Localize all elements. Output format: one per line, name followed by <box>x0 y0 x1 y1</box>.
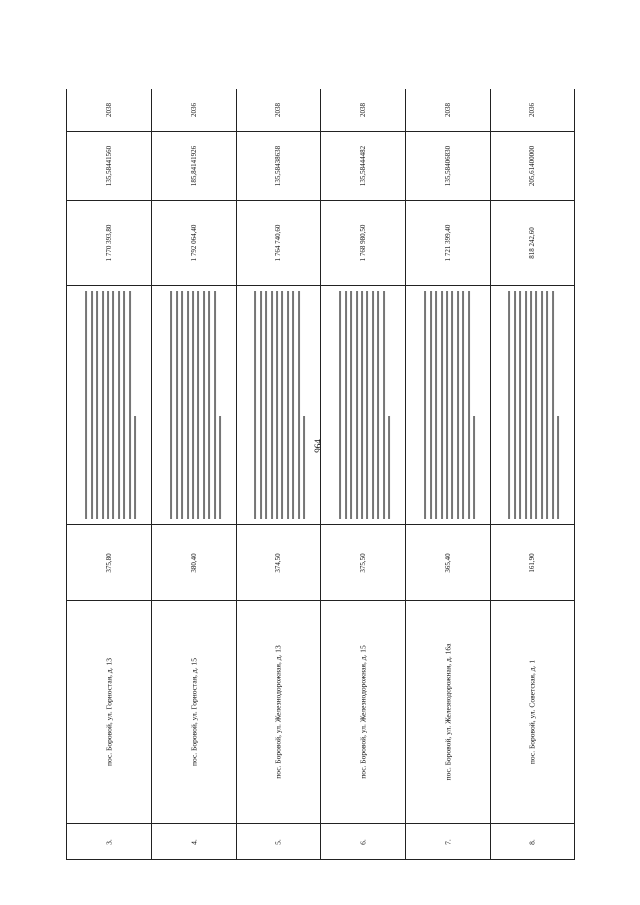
year-cell <box>491 89 574 132</box>
work-description-cell <box>491 286 574 525</box>
address-cell <box>67 601 151 824</box>
unreadable-text-line <box>525 291 527 519</box>
row-number: 4. <box>189 839 199 845</box>
work-description-cell <box>406 286 490 525</box>
unreadable-text-line <box>213 291 215 519</box>
rate-cell <box>406 132 490 201</box>
work-description <box>252 291 306 519</box>
rate-cell <box>491 132 574 201</box>
unreadable-text-line <box>388 416 390 519</box>
row-number-cell <box>237 824 321 860</box>
unreadable-text-line <box>96 291 98 519</box>
table-row <box>490 89 575 860</box>
rate: 205,61400000 <box>528 145 537 187</box>
year-cell <box>67 89 151 132</box>
table-row <box>66 89 151 860</box>
area: 374,50 <box>274 552 283 573</box>
address-cell <box>237 601 321 824</box>
year-cell <box>406 89 490 132</box>
year-cell <box>321 89 405 132</box>
area: 365,40 <box>444 552 453 573</box>
area: 380,40 <box>189 552 198 573</box>
unreadable-text-line <box>536 291 538 519</box>
rate: 135,58441560 <box>104 145 113 187</box>
unreadable-text-line <box>361 291 363 519</box>
row-number: 5. <box>273 839 283 845</box>
rate: 185,84141926 <box>189 145 198 187</box>
year: 2038 <box>104 103 113 117</box>
unreadable-text-line <box>367 291 369 519</box>
unreadable-text-line <box>170 291 172 519</box>
address: пос. Боровой, ул. Горностая, д. 13 <box>104 658 114 766</box>
work-description-cell <box>152 286 236 525</box>
unreadable-text-line <box>102 291 104 519</box>
unreadable-text-line <box>255 291 257 519</box>
row-number: 6. <box>358 839 368 845</box>
unreadable-text-line <box>298 291 300 519</box>
work-description <box>82 291 136 519</box>
cost-cell <box>67 201 151 286</box>
year: 2038 <box>359 103 368 117</box>
row-number-cell <box>491 824 574 860</box>
unreadable-text-line <box>557 416 559 519</box>
unreadable-text-line <box>345 291 347 519</box>
unreadable-text-line <box>530 291 532 519</box>
cost: 1 770 393,80 <box>104 224 113 262</box>
unreadable-text-line <box>520 291 522 519</box>
work-description <box>336 291 390 519</box>
table-row <box>320 89 405 860</box>
unreadable-text-line <box>85 291 87 519</box>
unreadable-text-line <box>107 291 109 519</box>
year: 2038 <box>444 103 453 117</box>
area-cell <box>321 525 405 601</box>
work-description-cell <box>67 286 151 525</box>
unreadable-text-line <box>123 291 125 519</box>
row-number: 8. <box>527 839 537 845</box>
rate: 135,58444482 <box>359 145 368 187</box>
unreadable-text-line <box>377 291 379 519</box>
area: 375,80 <box>104 552 113 573</box>
unreadable-text-line <box>446 291 448 519</box>
row-number-cell <box>152 824 236 860</box>
rate-cell <box>152 132 236 201</box>
cost: 1 768 980,50 <box>359 224 368 262</box>
address: пос. Боровой, ул. Горностая, д. 15 <box>189 658 199 766</box>
area: 375,50 <box>359 552 368 573</box>
work-description-cell <box>321 286 405 525</box>
year: 2038 <box>274 103 283 117</box>
unreadable-text-line <box>547 291 549 519</box>
unreadable-text-line <box>473 416 475 519</box>
unreadable-text-line <box>383 291 385 519</box>
unreadable-text-line <box>134 416 136 519</box>
data-table <box>66 89 575 860</box>
address-cell <box>152 601 236 824</box>
unreadable-text-line <box>91 291 93 519</box>
unreadable-text-line <box>176 291 178 519</box>
unreadable-text-line <box>468 291 470 519</box>
unreadable-text-line <box>208 291 210 519</box>
row-number: 3. <box>104 839 114 845</box>
unreadable-text-line <box>293 291 295 519</box>
table-row <box>151 89 236 860</box>
row-number-cell <box>321 824 405 860</box>
work-description-cell <box>237 286 321 525</box>
rate-cell <box>321 132 405 201</box>
unreadable-text-line <box>276 291 278 519</box>
work-description <box>505 291 559 519</box>
address: пос. Боровой, ул. Железнодорожная, д. 15 <box>358 645 368 779</box>
table-row <box>236 89 321 860</box>
address: пос. Боровой, ул. Железнодорожная, д. 16а <box>443 643 453 781</box>
rate-cell <box>237 132 321 201</box>
unreadable-text-line <box>128 291 130 519</box>
row-number-cell <box>406 824 490 860</box>
unreadable-text-line <box>372 291 374 519</box>
cost-cell <box>491 201 574 286</box>
year: 2036 <box>189 103 198 117</box>
unreadable-text-line <box>271 291 273 519</box>
row-number: 7. <box>443 839 453 845</box>
unreadable-text-line <box>287 291 289 519</box>
unreadable-text-line <box>266 291 268 519</box>
cost: 1 721 399,40 <box>444 224 453 262</box>
rate: 135,58406830 <box>444 145 453 187</box>
cost-cell <box>406 201 490 286</box>
unreadable-text-line <box>118 291 120 519</box>
unreadable-text-line <box>541 291 543 519</box>
area-cell <box>406 525 490 601</box>
unreadable-text-line <box>509 291 511 519</box>
unreadable-text-line <box>197 291 199 519</box>
cost-cell <box>152 201 236 286</box>
unreadable-text-line <box>430 291 432 519</box>
address-cell <box>491 601 574 824</box>
cost-cell <box>237 201 321 286</box>
unreadable-text-line <box>514 291 516 519</box>
row-number-cell <box>67 824 151 860</box>
area-cell <box>491 525 574 601</box>
unreadable-text-line <box>457 291 459 519</box>
unreadable-text-line <box>303 416 305 519</box>
page-number: 964 <box>313 439 323 453</box>
unreadable-text-line <box>181 291 183 519</box>
unreadable-text-line <box>202 291 204 519</box>
unreadable-text-line <box>441 291 443 519</box>
unreadable-text-line <box>351 291 353 519</box>
address-cell <box>406 601 490 824</box>
table-row <box>405 89 490 860</box>
cost: 818 242,60 <box>528 227 537 259</box>
unreadable-text-line <box>260 291 262 519</box>
unreadable-text-line <box>462 291 464 519</box>
unreadable-text-line <box>192 291 194 519</box>
unreadable-text-line <box>186 291 188 519</box>
unreadable-text-line <box>219 416 221 519</box>
year-cell <box>152 89 236 132</box>
area-cell <box>237 525 321 601</box>
area: 161,90 <box>528 552 537 573</box>
unreadable-text-line <box>435 291 437 519</box>
work-description <box>421 291 475 519</box>
cost: 1 764 740,60 <box>274 224 283 262</box>
rate-cell <box>67 132 151 201</box>
year-cell <box>237 89 321 132</box>
year: 2036 <box>528 103 537 117</box>
address-cell <box>321 601 405 824</box>
area-cell <box>152 525 236 601</box>
unreadable-text-line <box>552 291 554 519</box>
unreadable-text-line <box>340 291 342 519</box>
unreadable-text-line <box>356 291 358 519</box>
address: пос. Боровой, ул. Железнодорожная, д. 13 <box>273 645 283 779</box>
work-description <box>167 291 221 519</box>
unreadable-text-line <box>425 291 427 519</box>
address: пос. Боровой, ул. Советская, д. 1 <box>527 659 537 765</box>
unreadable-text-line <box>282 291 284 519</box>
rate: 135,58438638 <box>274 145 283 187</box>
unreadable-text-line <box>451 291 453 519</box>
cost: 1 792 064,40 <box>189 224 198 262</box>
area-cell <box>67 525 151 601</box>
unreadable-text-line <box>112 291 114 519</box>
cost-cell <box>321 201 405 286</box>
